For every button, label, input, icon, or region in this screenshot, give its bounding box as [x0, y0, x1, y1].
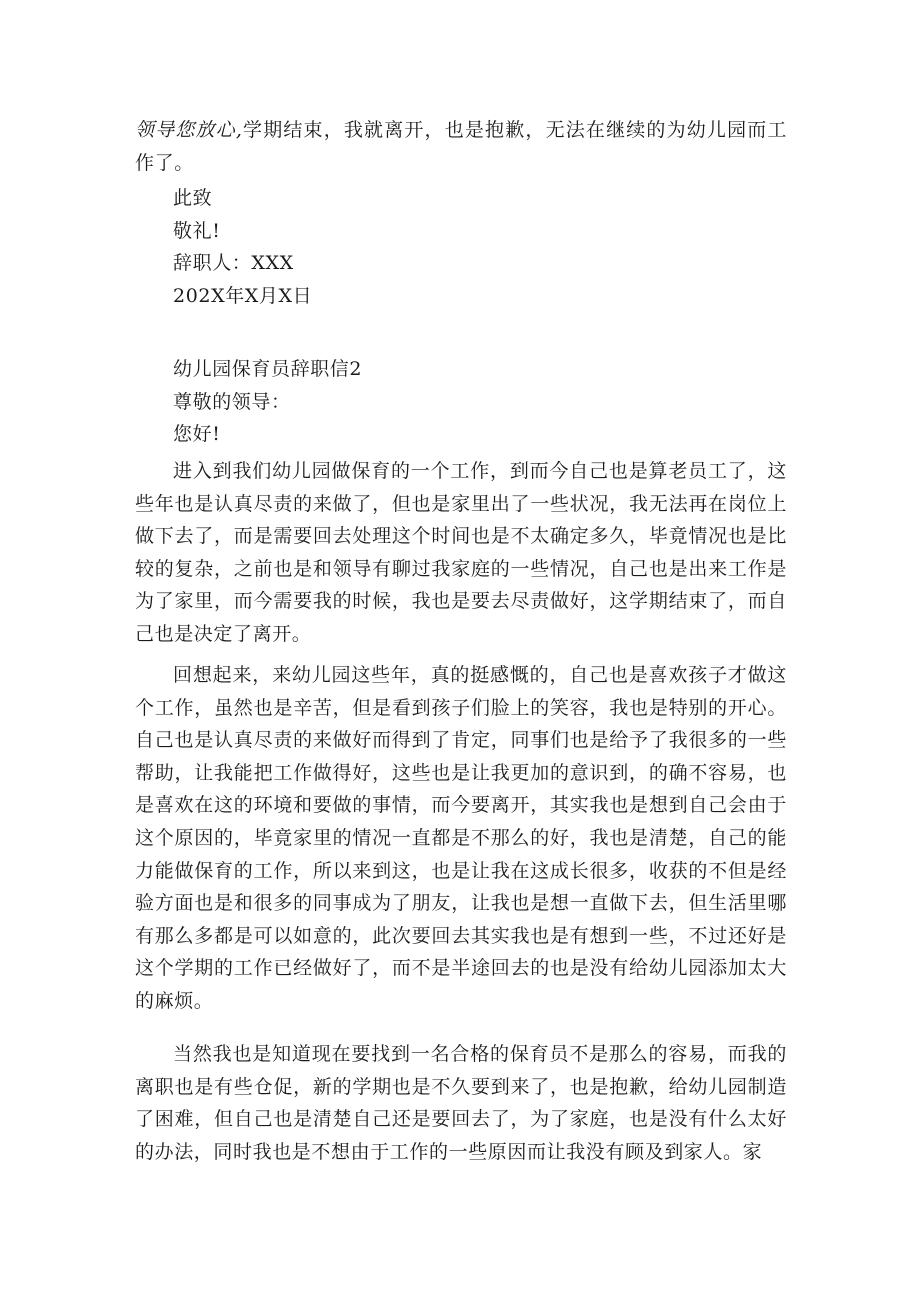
body-paragraph-3: 当然我也是知道现在要找到一名合格的保育员不是那么的容易，而我的离职也是有些仓促，新的学期也是不久要到来了，也是抱歉，给幼儿园制造了困难，但自己也是清楚自己还是要回去了，为了家庭，也是没有什么太好的办法，同时我也是不想由于工作的一些原因而让我没有顾及到家人。家: [135, 1043, 787, 1163]
intro-paragraph: [135, 114, 787, 179]
closing-line-2: 敬礼!: [173, 219, 221, 242]
letter-2-header: [135, 353, 787, 451]
salutation: 尊敬的领导：: [173, 390, 291, 413]
closing-line-1: 此致: [173, 187, 213, 209]
greeting: 您好!: [173, 423, 221, 446]
body-paragraph-2: 回想起来，来幼儿园这些年，真的挺感慨的，自己也是喜欢孩子才做这个工作，虽然也是辛苦，但是看到孩子们脸上的笑容，我也是特别的开心。自己也是认真尽责的来做好而得到了肯定，同事们也是给予了我很多的一些帮助，让我能把工作做得好，这些也是让我更加的意识到，的确不容易，也是喜欢在这的环境和要做的事情，而今要离开，其实我也是想到自己会由于这个原因的，毕竟家里的情况一直都是不那么的好，我也是清楚，自己的能力能做保育的工作，所以来到这，也是让我在这成长很多，收获的不但是经验方面也是和很多的同事成为了朋友，让我也是想一直做下去，但生活里哪有那么多都是可以如意的，此次要回去其实我也是有想到一些，不过还好是这个学期的工作已经做好了，而不是半途回去的也是没有给幼儿园添加太大的麻烦。: [135, 664, 787, 1012]
intro-section: [135, 114, 787, 179]
intro-italic-text: 领导您放心,: [135, 119, 243, 141]
closing-section: [135, 182, 787, 312]
date-line: 202X年X月X日: [173, 284, 313, 307]
signer-line: 辞职人：XXX: [173, 252, 294, 275]
body-paragraph-1-block: [135, 455, 787, 651]
body-paragraph-3-block: [135, 1038, 787, 1168]
body-paragraph-2-block: [135, 659, 787, 1018]
body-paragraph-1: 进入到我们幼儿园做保育的一个工作，到而今自己也是算老员工了，这些年也是认真尽责的来做了，但也是家里出了一些状况，我无法再在岗位上做下去了，而是需要回去处理这个时间也是不太确定多久，毕竟情况也是比较的复杂，之前也是和领导有聊过我家庭的一些情况，自己也是出来工作是为了家里，而今需要我的时候，我也是要去尽责做好，这学期结束了，而自己也是决定了离开。: [135, 460, 787, 645]
letter-2-title: 幼儿园保育员辞职信2: [173, 358, 363, 380]
intro-rest-text: 学期结束，我就离开，也是抱歉，无法在继续的为幼儿园而工作了。: [135, 119, 788, 174]
